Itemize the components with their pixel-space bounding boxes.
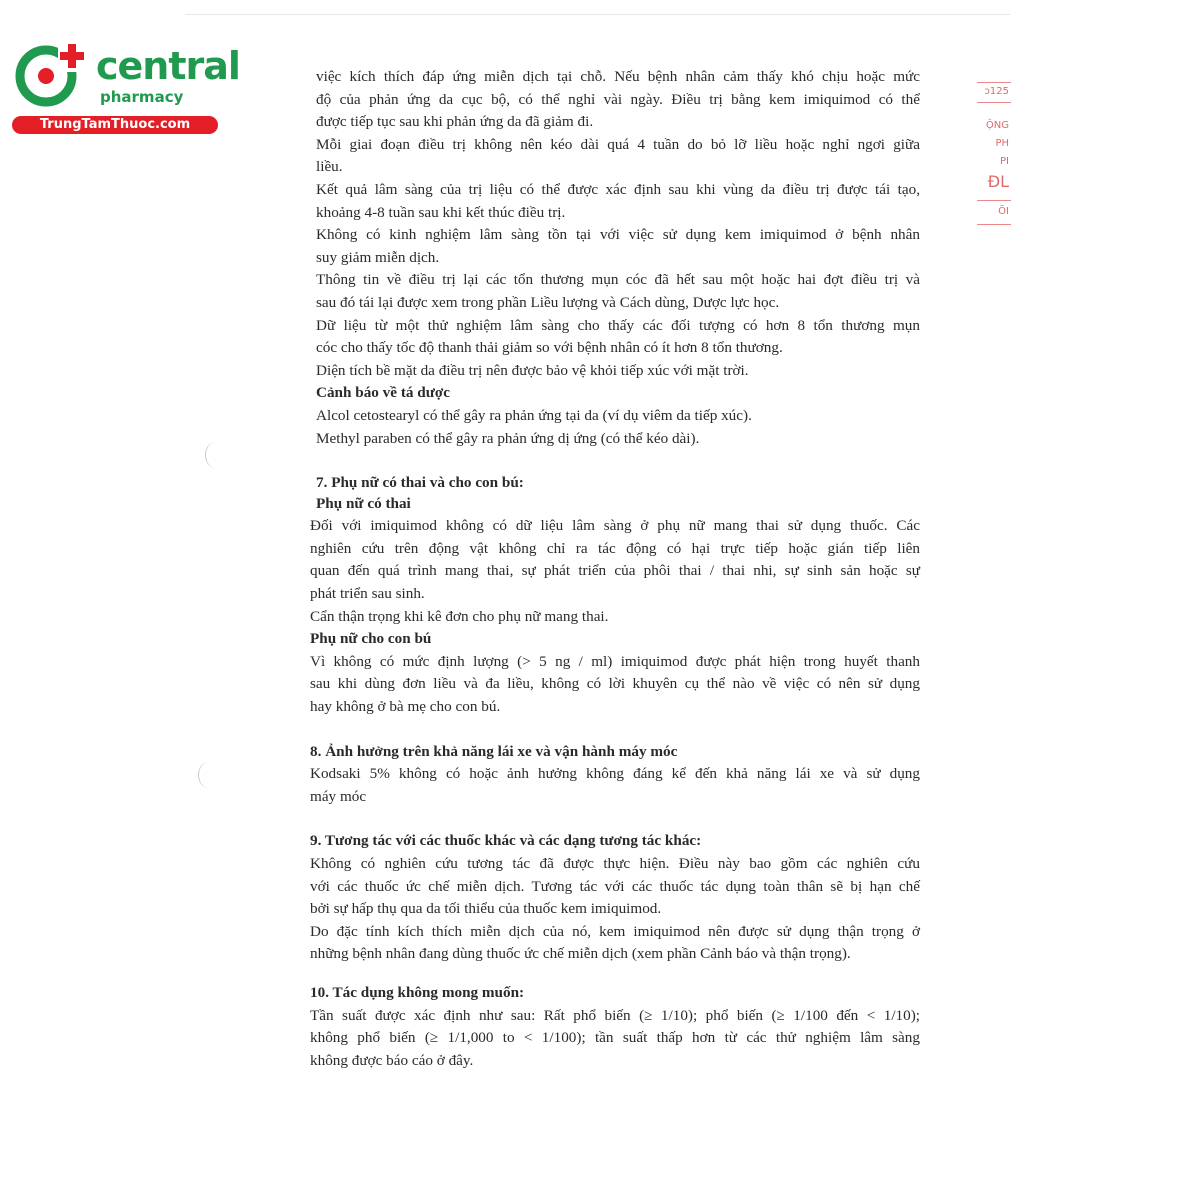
text-line: phát triển sau sinh. <box>310 585 425 603</box>
punch-hole-mark <box>205 442 226 468</box>
text-line: Mỗi giai đoạn điều trị không nên kéo dài quá 4 tuần do bỏ lỡ liều hoặc nghỉ ngơi giữa <box>316 135 920 153</box>
central-pharmacy-logo[interactable] <box>10 38 240 138</box>
red-stamp-fragment <box>975 78 1011 228</box>
text-line: máy móc <box>310 787 367 805</box>
text-line: Không có nghiên cứu tương tác đã được thực hiện. Điều này bao gồm các nghiên cứu <box>310 855 920 872</box>
text-line: Kết quả lâm sàng của trị liệu có thể được xác định sau khi vùng da điều trị được tái tạo, <box>316 180 920 198</box>
document-body <box>310 66 920 1072</box>
text-line: được tiếp tục sau khi phản ứng da đã giảm đi. <box>316 113 594 131</box>
text-line: độ của phản ứng da cục bộ, có thể nghỉ vài ngày. Điều trị bằng kem imiquimod có thể <box>316 90 920 108</box>
pharmacy-cross-logo-icon <box>10 38 88 108</box>
text-line: nghiên cứu trên động vật không chỉ ra tác động có hại trực tiếp hoặc gián tiếp liên <box>310 539 920 557</box>
text-line: cóc cho thấy tốc độ thanh thải giảm so với bệnh nhân có ít hơn 8 tổn thương. <box>316 339 783 357</box>
stamp-text: ɔ125 <box>984 86 1009 97</box>
stamp-line <box>977 82 1011 83</box>
section-heading-8: 8. Ảnh hưởng trên khả năng lái xe và vận hành máy móc <box>310 742 678 760</box>
stamp-line <box>977 200 1011 201</box>
excipient-warning-heading: Cảnh báo về tá dược <box>316 384 450 402</box>
text-line: Cẩn thận trọng khi kê đơn cho phụ nữ mang thai. <box>310 607 609 625</box>
text-line: sau đó tái lại được xem trong phần Liều lượng và Cách dùng, Dược lực học. <box>316 293 780 311</box>
logo-brand-subtitle: pharmacy <box>100 88 184 106</box>
text-line: Diện tích bề mặt da điều trị nên được bảo vệ khỏi tiếp xúc với mặt trời. <box>316 361 749 379</box>
text-line: không được báo cáo ở đây. <box>310 1051 474 1069</box>
stamp-text: PI <box>1000 156 1009 167</box>
stamp-line <box>977 224 1011 225</box>
stamp-text: ĐL <box>987 172 1009 191</box>
text-line: quan đến quá trình mang thai, sự phát triển của phôi thai / thai nhi, sự sinh sản hoặc sự <box>310 562 920 580</box>
text-line: Thông tin về điều trị lại các tổn thương mụn cóc đã hết sau một hoặc hai đợt điều trị và <box>316 271 920 289</box>
logo-website-link[interactable]: TrungTamThuoc.com <box>12 116 218 134</box>
text-line: Do đặc tính kích thích miễn dịch của nó, kem imiquimod nên được sử dụng thận trọng ở <box>310 922 920 940</box>
text-line: không phổ biến (≥ 1/1,000 to < 1/100); tần suất thấp hơn từ các thử nghiệm lâm sàng <box>310 1029 920 1047</box>
text-line: khoảng 4-8 tuần sau khi kết thúc điều trị. <box>316 203 566 221</box>
text-line: với các thuốc ức chế miễn dịch. Tương tác với các thuốc tác dụng toàn thân sẽ bị hạn chế <box>310 877 920 895</box>
text-line: liều. <box>316 158 343 176</box>
section-heading-10: 10. Tác dụng không mong muốn: <box>310 983 525 1001</box>
text-line: suy giảm miễn dịch. <box>316 248 440 266</box>
page-edge <box>185 14 1010 15</box>
text-line: bởi sự hấp thụ qua da tối thiểu của thuốc kem imiquimod. <box>310 900 662 918</box>
text-line: việc kích thích đáp ứng miễn dịch tại chỗ. Nếu bệnh nhân cảm thấy khó chịu hoặc mức <box>316 68 920 85</box>
section-heading-7: 7. Phụ nữ có thai và cho con bú: <box>316 474 524 492</box>
punch-hole-mark <box>198 762 219 788</box>
text-line: Kodsaki 5% không có hoặc ảnh hưởng không đáng kể đến khả năng lái xe và sử dụng <box>310 765 920 783</box>
subheading-breastfeeding: Phụ nữ cho con bú <box>310 630 432 648</box>
text-line: Không có kinh nghiệm lâm sàng tồn tại với việc sử dụng kem imiquimod ở bệnh nhân <box>316 226 920 244</box>
subheading-pregnancy: Phụ nữ có thai <box>316 494 411 512</box>
stamp-line <box>977 102 1011 103</box>
text-line: Đối với imiquimod không có dữ liệu lâm sàng ở phụ nữ mang thai sử dụng thuốc. Các <box>310 517 920 535</box>
text-line: những bệnh nhân đang dùng thuốc ức chế miễn dịch (xem phần Cảnh báo và thận trọng). <box>310 945 851 963</box>
text-line: hay không ở bà mẹ cho con bú. <box>310 698 501 716</box>
text-line: Tần suất được xác định như sau: Rất phổ biến (≥ 1/10); phổ biến (≥ 1/100 đến < 1/10); <box>310 1006 920 1024</box>
logo-brand-name: central <box>96 44 240 88</box>
text-line: Vì không có mức định lượng (> 5 ng / ml) imiquimod được phát hiện trong huyết thanh <box>310 652 920 670</box>
text-line: Methyl paraben có thể gây ra phản ứng dị ứng (có thể kéo dài). <box>316 429 700 447</box>
stamp-text: PH <box>995 138 1009 149</box>
text-line: sau khi dùng đơn liều và đa liều, không có lời khuyên cụ thể nào về việc có nên sử dụng <box>310 675 920 693</box>
text-line: Dữ liệu từ một thử nghiệm lâm sàng cho thấy các đối tượng có hơn 8 tổn thương mụn <box>316 316 920 334</box>
stamp-text: ỘNG <box>985 120 1009 131</box>
text-line: Alcol cetostearyl có thể gây ra phản ứng tại da (ví dụ viêm da tiếp xúc). <box>316 406 752 424</box>
section-heading-9: 9. Tương tác với các thuốc khác và các dạng tương tác khác: <box>310 832 702 850</box>
stamp-text: ÕI <box>998 206 1009 217</box>
